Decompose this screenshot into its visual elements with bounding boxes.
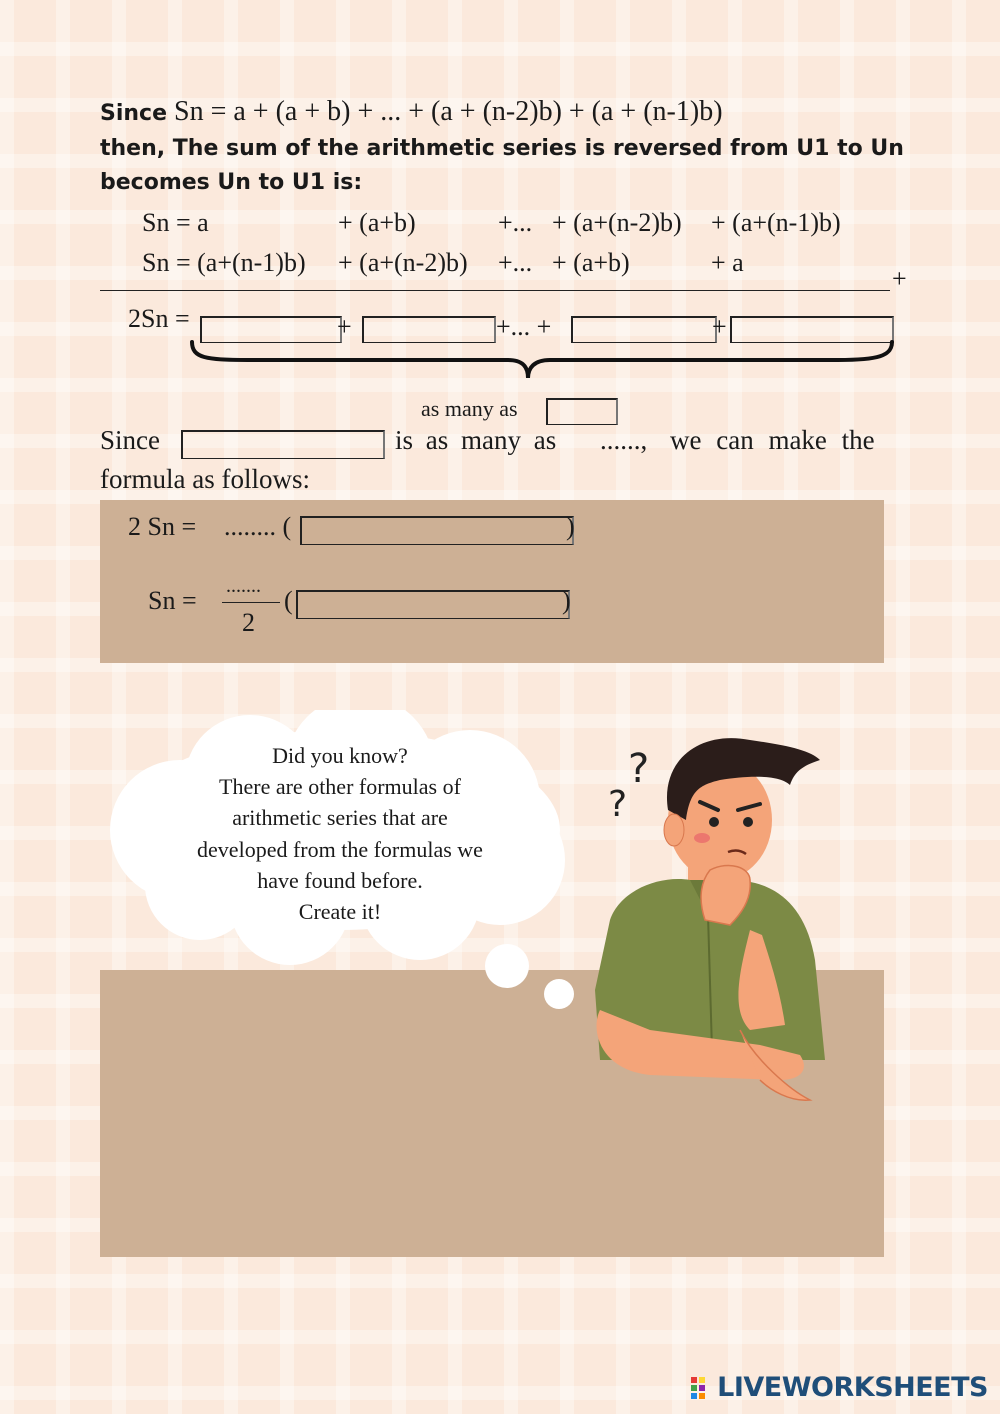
brand-name: LIVEWORKSHEETS xyxy=(717,1372,988,1403)
is-as-many-as: is as many as xyxy=(395,425,557,455)
row2-term-1: Sn = (a+(n-1)b) xyxy=(142,248,306,277)
curly-brace xyxy=(188,338,898,384)
sum-plus-2: +... + xyxy=(496,312,552,341)
thought-line-3: arithmetic series that are xyxy=(232,805,448,831)
liveworksheets-brand xyxy=(691,1372,988,1403)
thought-line-1: Did you know? xyxy=(272,743,408,768)
fraction-bar xyxy=(222,602,280,603)
thought-line-5: have found before. xyxy=(257,867,423,893)
row2-term-5: + a xyxy=(711,248,744,277)
intro-line-1 xyxy=(100,96,723,128)
eq1-close-paren: ) xyxy=(566,512,575,541)
as-many-as-label: as many as xyxy=(421,396,518,421)
eq2-numerator: ....... xyxy=(226,575,261,597)
eq2-label: Sn = xyxy=(148,586,197,615)
eq1-dots: ........ ( xyxy=(224,512,292,541)
sum-plus-3: + xyxy=(712,312,727,341)
since-word: Since xyxy=(100,425,160,455)
since-rest: we can make the xyxy=(670,425,875,455)
thought-line-2: There are other formulas of xyxy=(219,774,461,800)
intro-line-3: becomes Un to U1 is: xyxy=(100,170,363,195)
question-mark-icon-1: ? xyxy=(628,746,650,792)
sum-plus-1: + xyxy=(337,312,352,341)
row2-term-2: + (a+(n-2)b) xyxy=(338,248,468,277)
eq1-blank[interactable] xyxy=(300,516,574,545)
thinking-person-illustration xyxy=(590,730,840,1110)
row2-term-3: +... xyxy=(498,248,533,277)
row1-term-3: +... xyxy=(498,208,533,237)
thought-text xyxy=(160,740,520,927)
row1-term-2: + (a+b) xyxy=(338,208,416,237)
since-blank[interactable] xyxy=(181,430,385,459)
thought-line-4: developed from the formulas we xyxy=(197,836,483,862)
thought-line-6: Create it! xyxy=(298,899,382,925)
intro-line-2: then, The sum of the arithmetic series is reversed from U1 to Un xyxy=(100,136,904,161)
row1-term-1: Sn = a xyxy=(142,208,209,237)
eq2-blank[interactable] xyxy=(296,590,570,619)
liveworksheets-logo-icon xyxy=(691,1375,713,1401)
since-label: Since xyxy=(100,101,168,126)
row2-term-4: + (a+b) xyxy=(552,248,630,277)
two-sn-label: 2Sn = xyxy=(128,304,190,333)
eq1-label: 2 Sn = xyxy=(128,512,197,541)
row1-term-5: + (a+(n-1)b) xyxy=(711,208,841,237)
eq2-denominator: 2 xyxy=(242,608,255,637)
since-line-2: formula as follows: xyxy=(100,464,310,494)
sn-formula: Sn = a + (a + b) + ... + (a + (n-2)b) + (a + (n-1)b) xyxy=(174,96,723,127)
eq2-close-paren: ) xyxy=(562,586,571,615)
sum-divider xyxy=(100,290,890,291)
since-dots: ......, xyxy=(600,425,648,455)
as-many-as-blank[interactable] xyxy=(546,398,618,425)
plus-sign: + xyxy=(892,264,907,293)
row1-term-4: + (a+(n-2)b) xyxy=(552,208,682,237)
eq2-open-paren: ( xyxy=(284,586,293,615)
question-mark-icon-2: ? xyxy=(608,784,628,825)
